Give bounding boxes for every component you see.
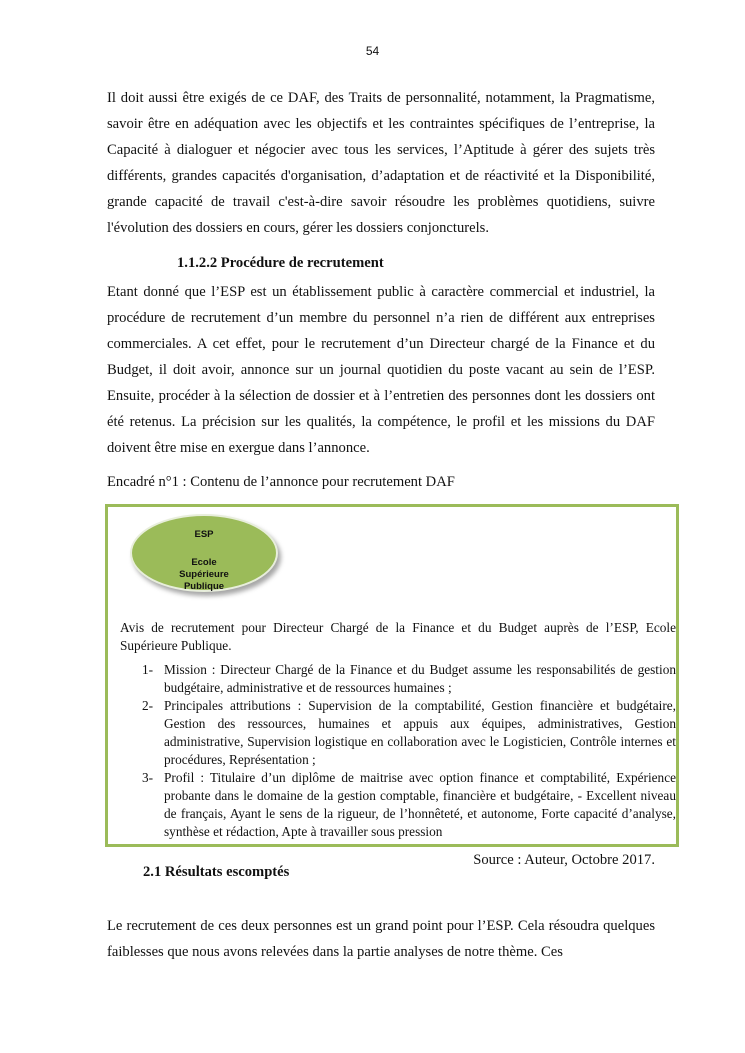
paragraph-resultats: Le recrutement de ces deux personnes est un grand point pour l’ESP. Cela résoudra quelques faiblesses que nous avons relevées dans la partie analyses de notre thème. Ces: [107, 918, 655, 960]
section-heading-resultats: 2.1 Résultats escomptés: [143, 864, 290, 880]
announcement-intro: Avis de recrutement pour Directeur Chargé de la Finance et du Budget auprès de l’ESP, Ecole Supérieure Publique.: [120, 620, 676, 653]
list-item-profil: [120, 769, 676, 841]
logo-school-name: Ecole Supérieure Publique: [179, 557, 229, 592]
paragraph-procedure: Etant donné que l’ESP est un établissement public à caractère commercial et industriel, la procédure de recrutement d’un membre du personnel n’a rien de différent aux entreprises commerciales. A cet effet, pour le recrutement d’un Directeur chargé de la Finance et du Budget, il doit avoir, annonce sur un journal quotidien du poste vacant au sein de l’ESP. Ensuite, procéder à la sélection de dossier et à l’entretien des personnes dont les dossiers ont été retenus. La précision sur les qualités, la compétence, le profil et les missions du DAF doivent être mise en exergue dans l’annonce.: [107, 284, 655, 456]
announcement-list: [120, 661, 676, 841]
list-number: 2-: [142, 698, 154, 713]
list-text: Mission : Directeur Chargé de la Finance et du Budget assume les responsabilités de gestion budgétaire, administrative et de ressources humaines ;: [164, 662, 676, 695]
logo-acronym: ESP: [194, 529, 214, 540]
job-announcement-box: [105, 504, 679, 847]
list-item-mission: [120, 661, 676, 697]
paragraph-traits-personnalite: Il doit aussi être exigés de ce DAF, des Traits de personnalité, notamment, la Pragmatisme, savoir être en adéquation avec les objectifs et les contraintes spécifiques de l’entreprise, la Capacité à dialoguer et négocier avec tous les services, l’Aptitude à gérer des sujets très différents, grandes capacités d'organisation, d’adaptation et de réactivité et la Disponibilité, grande capacité de travail c'est-à-dire savoir résoudre les problèmes quotidiens, suivre l'évolution des dossiers en cours, gérer les dossiers conjoncturels.: [107, 90, 655, 236]
source-note: Source : Auteur, Octobre 2017.: [473, 852, 655, 868]
encadre-caption: Encadré n°1 : Contenu de l’annonce pour recrutement DAF: [107, 474, 455, 490]
list-number: 3-: [142, 770, 154, 785]
list-text: Profil : Titulaire d’un diplôme de maitrise avec option finance et comptabilité, Expérience probante dans le domaine de la gestion comptable, financière et budgétaire, - Excellent niveau de français, Ayant le sens de la rigueur, de l’honnêteté, et autonome, Forte capacité d’analyse, synthèse et rédaction, Apte à travailler sous pression: [164, 770, 676, 839]
list-text: Principales attributions : Supervision de la comptabilité, Gestion financière et budgétaire, Gestion des ressources, humaines et appuis aux équipes, administratives, Gestion administrative, Supervision logistique en collaboration avec le Logisticien, Contrôle internes et procédures, Représentation ;: [164, 698, 676, 767]
list-number: 1-: [142, 662, 154, 677]
esp-logo: [130, 514, 278, 592]
list-item-attributions: [120, 697, 676, 769]
section-heading-procedure: 1.1.2.2 Procédure de recrutement: [177, 255, 384, 271]
page-number: 54: [365, 44, 380, 58]
